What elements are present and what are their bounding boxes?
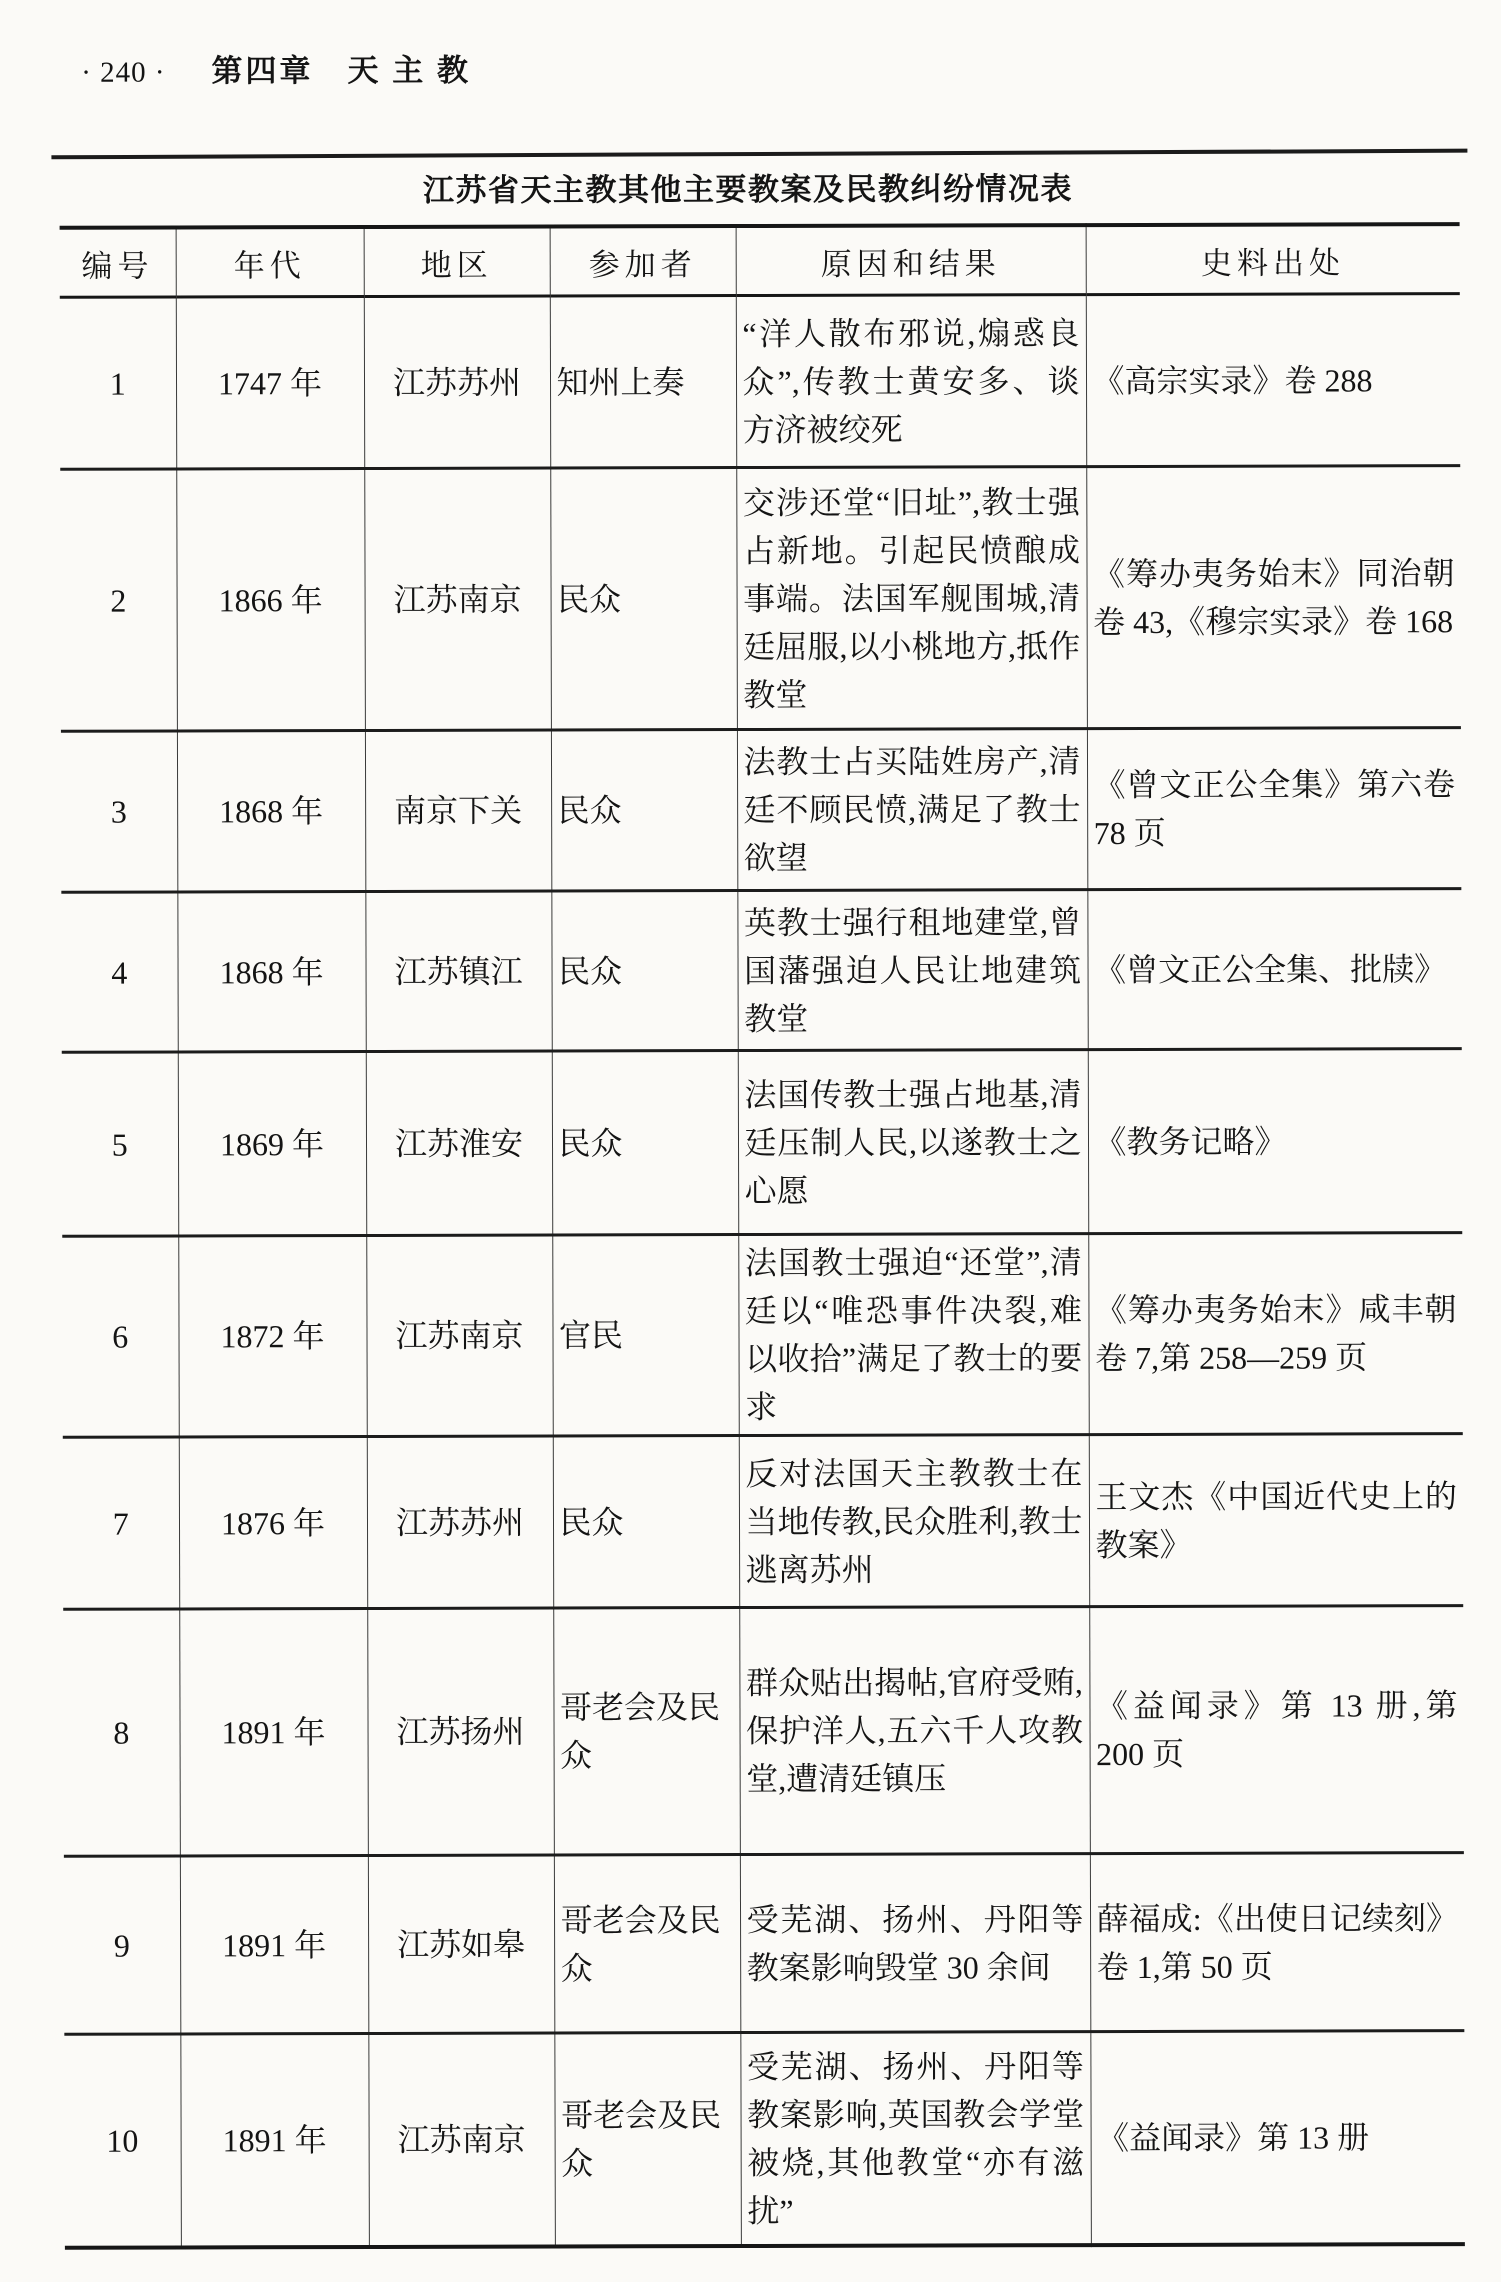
cell-year: 1891 年 <box>180 2034 369 2247</box>
column-header-region: 地区 <box>364 227 550 297</box>
cell-no: 5 <box>111 1126 128 1163</box>
cell-no: 2 <box>110 582 127 619</box>
cell-region: 江苏镇江 <box>365 891 551 1051</box>
cell-region: 南京下关 <box>365 730 551 891</box>
cell-source: 《教务记略》 <box>1088 1049 1462 1234</box>
header-rule <box>51 149 1467 160</box>
chapter-title: 第四章 天 主 教 <box>211 52 472 89</box>
cell-source: 《益闻录》第 13 册,第 200 页 <box>1089 1606 1464 1854</box>
cell-source: 《益闻录》第 13 册 <box>1090 2031 1465 2245</box>
cell-region: 江苏扬州 <box>367 1608 554 1855</box>
cell-source: 王文杰《中国近代史上的教案》 <box>1089 1434 1463 1607</box>
cell-cause: 法国教士强迫“还堂”,清廷以“唯恐事件决裂,难以收拾”满足了教士的要求 <box>738 1234 1089 1436</box>
cases-table <box>60 222 1465 2249</box>
cell-cause: 法国传教士强占地基,清廷压制人民,以遂教士之心愿 <box>738 1050 1088 1235</box>
header-row <box>60 224 1460 297</box>
column-header-year: 年代 <box>176 227 364 297</box>
cell-no: 3 <box>110 793 127 830</box>
table-row <box>63 1606 1464 1857</box>
cell-cause: 法教士占买陆姓房产,清廷不顾民愤,满足了教士欲望 <box>737 729 1087 891</box>
cell-participants: 官民 <box>552 1235 739 1436</box>
cell-cause: 英教士强行租地建堂,曾国藩强迫人民让地建筑教堂 <box>737 890 1087 1051</box>
cell-source: 《筹办夷务始末》同治朝卷 43,《穆宗实录》卷 168 <box>1086 466 1461 729</box>
cell-cause: 受芜湖、扬州、丹阳等教案影响,英国教会学堂被烧,其他教堂“亦有滋扰” <box>740 2032 1091 2246</box>
cell-no: 4 <box>111 954 128 991</box>
table-row <box>61 728 1461 893</box>
cell-source: 《曾文正公全集、批牍》 <box>1087 889 1461 1050</box>
cell-cause: 受芜湖、扬州、丹阳等教案影响毁堂 30 余间 <box>740 1854 1090 2033</box>
cell-region: 江苏如皋 <box>368 1855 554 2033</box>
cell-participants: 民众 <box>551 891 737 1051</box>
cell-year: 1869 年 <box>178 1052 366 1236</box>
column-header-cause: 原因和结果 <box>736 225 1086 295</box>
table-row <box>64 2031 1465 2248</box>
cell-year: 1891 年 <box>180 1856 368 2034</box>
cell-participants: 哥老会及民众 <box>554 1855 740 2033</box>
cell-source: 薛福成:《出使日记续刻》卷 1,第 50 页 <box>1090 1853 1464 2032</box>
cell-no: 6 <box>112 1318 129 1355</box>
column-header-source: 史料出处 <box>1086 224 1460 294</box>
cell-participants: 民众 <box>551 730 737 891</box>
running-head <box>81 45 471 91</box>
table-row <box>64 1853 1464 2035</box>
cell-cause: “洋人散布邪说,煽惑良众”,传教士黄安多、谈方济被绞死 <box>736 295 1086 468</box>
table-title: 江苏省天主教其他主要教案及民教纠纷情况表 <box>422 171 1074 208</box>
cell-no: 1 <box>109 365 126 402</box>
page-number: · 240 · <box>81 56 166 89</box>
table-row <box>62 1233 1463 1438</box>
cell-source: 《高宗实录》卷 288 <box>1086 294 1460 467</box>
cell-region: 江苏南京 <box>364 468 551 730</box>
cell-year: 1872 年 <box>178 1236 367 1437</box>
cell-no: 9 <box>113 1927 130 1964</box>
cell-participants: 知州上奏 <box>550 296 736 468</box>
column-header-no: 编号 <box>60 228 176 298</box>
cell-participants: 民众 <box>550 468 737 730</box>
cell-region: 江苏苏州 <box>364 296 550 468</box>
cell-year: 1747 年 <box>176 297 364 469</box>
cell-region: 江苏南京 <box>366 1235 553 1436</box>
cell-region: 江苏淮安 <box>366 1051 552 1235</box>
table-row <box>60 294 1460 470</box>
cell-no: 7 <box>112 1505 129 1542</box>
cell-cause: 群众贴出揭帖,官府受贿,保护洋人,五六千人攻教堂,遭清廷镇压 <box>739 1607 1090 1855</box>
table-row <box>63 1434 1463 1610</box>
column-header-participants: 参加者 <box>550 226 736 296</box>
cell-region: 江苏苏州 <box>367 1436 553 1608</box>
cell-participants: 哥老会及民众 <box>553 1608 740 1855</box>
cell-participants: 民众 <box>553 1436 739 1608</box>
table-row <box>60 466 1461 732</box>
cell-region: 江苏南京 <box>368 2033 555 2246</box>
cell-participants: 哥老会及民众 <box>554 2033 741 2246</box>
table-row <box>61 889 1461 1053</box>
cell-year: 1868 年 <box>177 731 365 892</box>
cell-year: 1876 年 <box>179 1437 367 1609</box>
cell-no: 10 <box>106 2122 139 2159</box>
cell-cause: 反对法国天主教教士在当地传教,民众胜利,教士逃离苏州 <box>739 1435 1089 1608</box>
cell-year: 1891 年 <box>179 1609 368 1856</box>
cell-source: 《曾文正公全集》第六卷 78 页 <box>1087 728 1461 890</box>
cell-source: 《筹办夷务始末》咸丰朝卷 7,第 258—259 页 <box>1088 1233 1463 1435</box>
cell-no: 8 <box>113 1714 130 1751</box>
cell-year: 1868 年 <box>177 892 365 1052</box>
cell-cause: 交涉还堂“旧址”,教士强占新地。引起民愤酿成事端。法国军舰围城,清廷屈服,以小桃地方,抵作教堂 <box>736 467 1087 730</box>
cell-year: 1866 年 <box>176 469 365 731</box>
cell-participants: 民众 <box>552 1051 738 1235</box>
table-row <box>62 1049 1462 1237</box>
